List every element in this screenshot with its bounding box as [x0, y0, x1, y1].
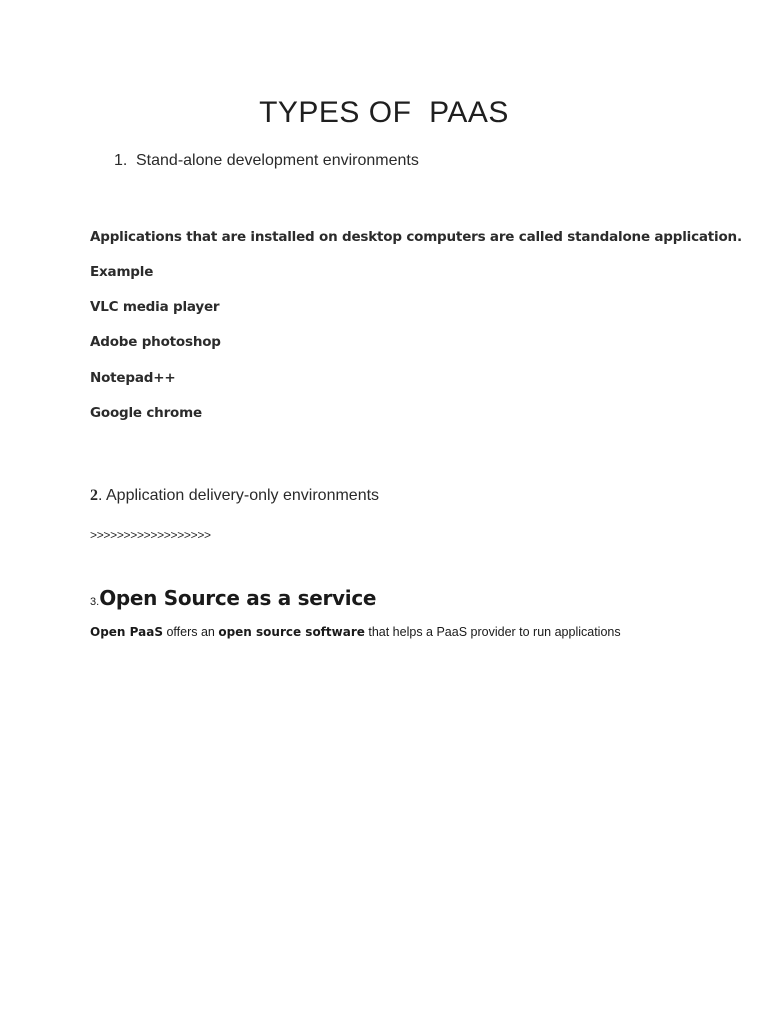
example-item: Notepad++ — [90, 370, 176, 386]
section-3-number: 3. — [90, 596, 100, 608]
example-label: Example — [90, 264, 154, 280]
section-3-body — [90, 625, 621, 639]
section-2-heading-text: . Application delivery-only environments — [98, 487, 380, 504]
section-2-heading — [90, 487, 379, 505]
example-item: VLC media player — [90, 299, 220, 315]
page-title: TYPES OF PAAS — [259, 96, 509, 129]
section-3-bold-term-1: Open PaaS — [90, 625, 163, 639]
section-3-text-1: offers an — [162, 625, 219, 639]
section-3-text-2: that helps a PaaS provider to run applications — [364, 625, 621, 639]
example-item: Google chrome — [90, 405, 202, 421]
section-3-bold-term-2: open source software — [218, 625, 365, 639]
section-1-intro: Applications that are installed on desktop computers are called standalone application. — [90, 229, 742, 245]
section-1-heading — [114, 152, 419, 170]
section-1-number: 1. — [114, 152, 128, 169]
example-item: Adobe photoshop — [90, 334, 221, 350]
section-3-heading-text: Open Source as a service — [99, 586, 377, 610]
section-2-number: 2 — [90, 487, 98, 504]
section-1-heading-text: Stand-alone development environments — [136, 152, 419, 169]
section-2-arrows: >>>>>>>>>>>>>>>>>> — [90, 528, 211, 542]
section-3-heading — [90, 586, 376, 610]
